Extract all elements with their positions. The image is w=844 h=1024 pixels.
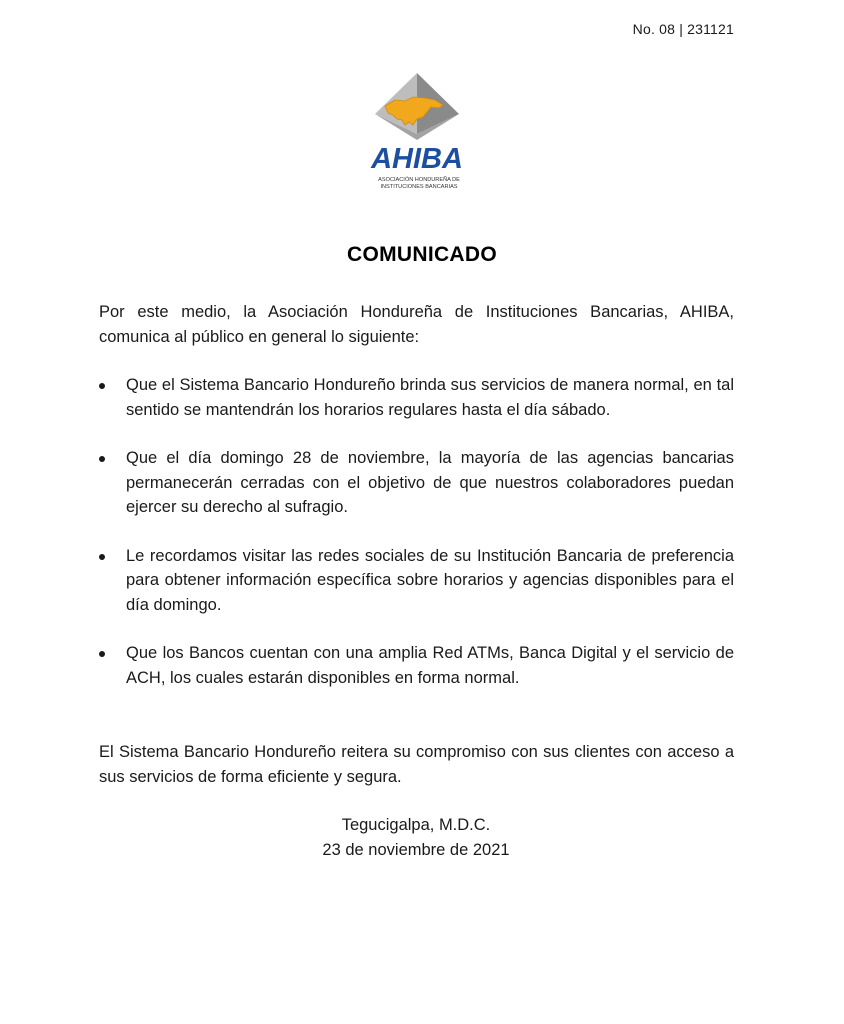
signature-block <box>0 813 832 862</box>
bullet-dot-icon <box>99 383 105 389</box>
document-number: No. 08 | 231121 <box>632 21 734 37</box>
intro-paragraph: Por este medio, la Asociación Hondureña de Instituciones Bancarias, AHIBA, comunica al público en general lo siguiente: <box>99 303 734 346</box>
bullet-dot-icon <box>99 456 105 462</box>
document-title: COMUNICADO <box>347 243 497 266</box>
logo-subtitle-line1: ASOCIACIÓN HONDUREÑA DE <box>378 177 460 183</box>
bullet-text: Le recordamos visitar las redes sociales de su Institución Bancaria de preferencia para obtener información específica sobre horarios y agencias disponibles para el día domingo. <box>126 546 734 614</box>
date-line: 23 de noviembre de 2021 <box>322 840 510 859</box>
bullet-text: Que los Bancos cuentan con una amplia Red ATMs, Banca Digital y el servicio de ACH, los cuales estarán disponibles en forma normal. <box>126 644 734 687</box>
ahiba-logo <box>355 70 485 200</box>
list-item <box>99 544 734 618</box>
bullet-list <box>99 373 734 714</box>
list-item <box>99 373 734 422</box>
bullet-dot-icon <box>99 651 105 657</box>
list-item <box>99 446 734 520</box>
logo-subtitle-line2: INSTITUCIONES BANCARIAS <box>380 184 458 190</box>
bullet-dot-icon <box>99 554 105 560</box>
bullet-text: Que el día domingo 28 de noviembre, la mayoría de las agencias bancarias permanecerán cerradas con el objetivo de que nuestros colaboradores puedan ejercer su derecho al sufragio. <box>126 449 734 516</box>
ahiba-logo-graphic <box>355 70 485 200</box>
place-line: Tegucigalpa, M.D.C. <box>341 816 491 834</box>
list-item <box>99 641 734 690</box>
closing-paragraph: El Sistema Bancario Hondureño reitera su compromiso con sus clientes con acceso a sus servicios de forma eficiente y segura. <box>99 743 734 786</box>
bullet-text: Que el Sistema Bancario Hondureño brinda sus servicios de manera normal, en tal sentido se mantendrán los horarios regulares hasta el día sábado. <box>126 376 734 419</box>
logo-wordmark: AHIBA <box>371 143 463 175</box>
